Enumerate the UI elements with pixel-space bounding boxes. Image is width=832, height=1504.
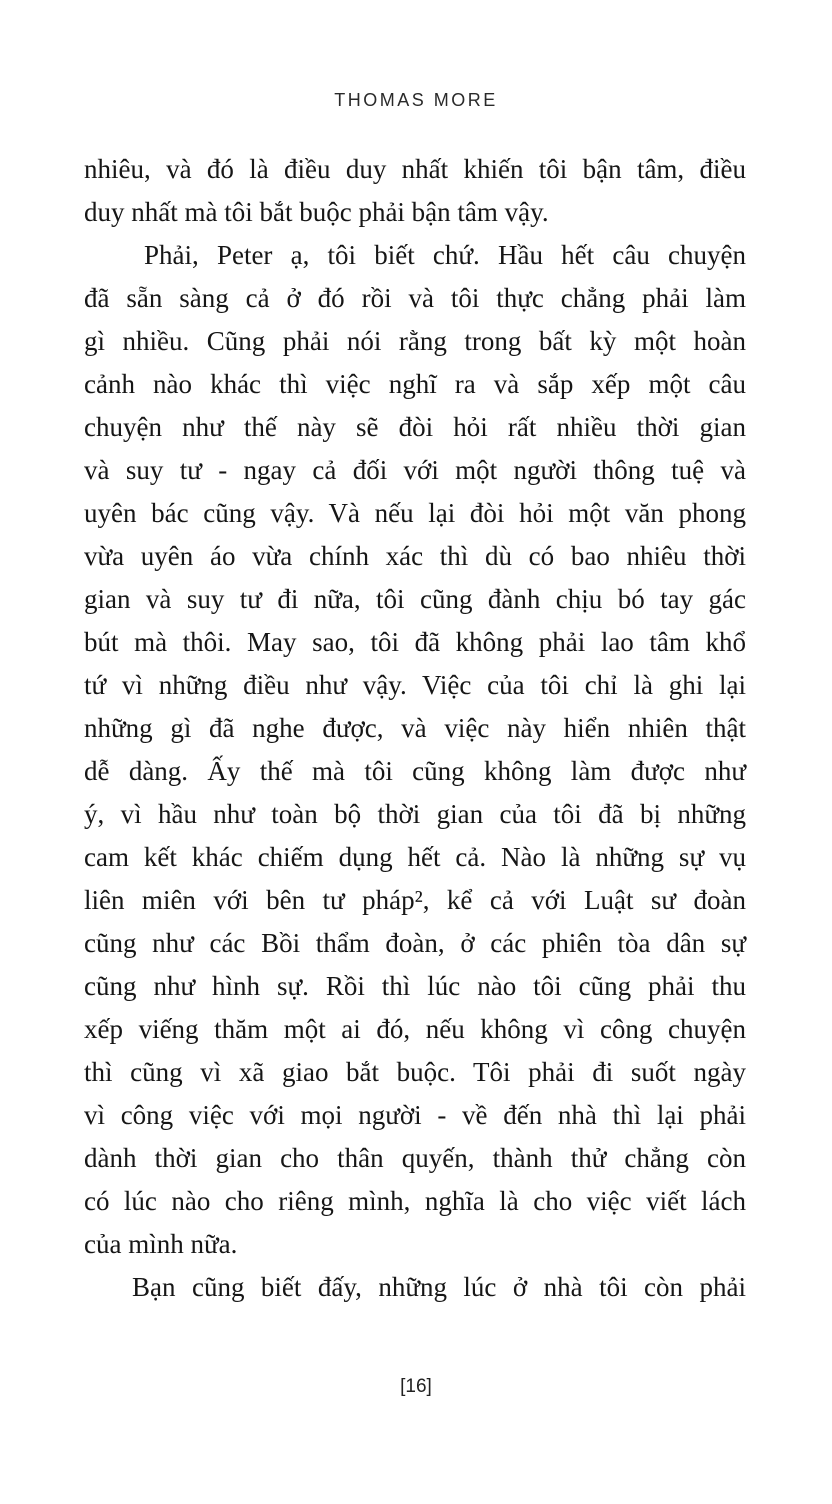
text-line: gian và suy tư đi nữa, tôi cũng đành chịu bó tay gác	[84, 584, 746, 614]
text-line: và suy tư - ngay cả đối với một người thông tuệ và	[84, 455, 746, 485]
text-line: uyên bác cũng vậy. Và nếu lại đòi hỏi một văn phong	[84, 498, 746, 528]
text-line: cũng như hình sự. Rồi thì lúc nào tôi cũng phải thu	[84, 971, 746, 1001]
text-line: ý, vì hầu như toàn bộ thời gian của tôi đã bị những	[84, 799, 746, 829]
text-line: liên miên với bên tư pháp², kể cả với Luật sư đoàn	[84, 885, 746, 915]
text-line: có lúc nào cho riêng mình, nghĩa là cho việc viết lách	[84, 1186, 746, 1216]
running-header: THOMAS MORE	[334, 90, 498, 110]
text-line-paragraph-start: Bạn cũng biết đấy, những lúc ở nhà tôi còn phải	[132, 1272, 746, 1302]
text-line: bút mà thôi. May sao, tôi đã không phải lao tâm khổ	[84, 627, 746, 657]
text-line: dễ dàng. Ấy thế mà tôi cũng không làm được như	[84, 756, 746, 786]
text-line: của mình nữa.	[84, 1229, 238, 1259]
text-line-paragraph-start: Phải, Peter ạ, tôi biết chứ. Hầu hết câu chuyện	[144, 240, 746, 270]
text-line: thì cũng vì xã giao bắt buộc. Tôi phải đi suốt ngày	[84, 1057, 746, 1087]
text-line: xếp viếng thăm một ai đó, nếu không vì công chuyện	[84, 1014, 746, 1044]
text-line: cảnh nào khác thì việc nghĩ ra và sắp xếp một câu	[84, 369, 746, 399]
text-line: duy nhất mà tôi bắt buộc phải bận tâm vậy.	[84, 197, 549, 227]
text-line: nhiêu, và đó là điều duy nhất khiến tôi bận tâm, điều	[84, 154, 746, 184]
text-line: gì nhiều. Cũng phải nói rằng trong bất kỳ một hoàn	[84, 326, 746, 356]
text-line: dành thời gian cho thân quyến, thành thử chẳng còn	[84, 1143, 746, 1173]
text-line: đã sẵn sàng cả ở đó rồi và tôi thực chẳng phải làm	[84, 283, 746, 313]
body-text	[84, 148, 746, 1309]
text-line: chuyện như thế này sẽ đòi hỏi rất nhiều thời gian	[84, 412, 746, 442]
text-line: vừa uyên áo vừa chính xác thì dù có bao nhiêu thời	[84, 541, 746, 571]
page-number: [16]	[400, 1376, 432, 1397]
text-line: vì công việc với mọi người - về đến nhà thì lại phải	[84, 1100, 746, 1130]
text-line: tứ vì những điều như vậy. Việc của tôi chỉ là ghi lại	[84, 670, 746, 700]
text-line: cam kết khác chiếm dụng hết cả. Nào là những sự vụ	[84, 842, 746, 872]
text-line: cũng như các Bồi thẩm đoàn, ở các phiên tòa dân sự	[84, 928, 746, 958]
text-line: những gì đã nghe được, và việc này hiển nhiên thật	[84, 713, 746, 743]
